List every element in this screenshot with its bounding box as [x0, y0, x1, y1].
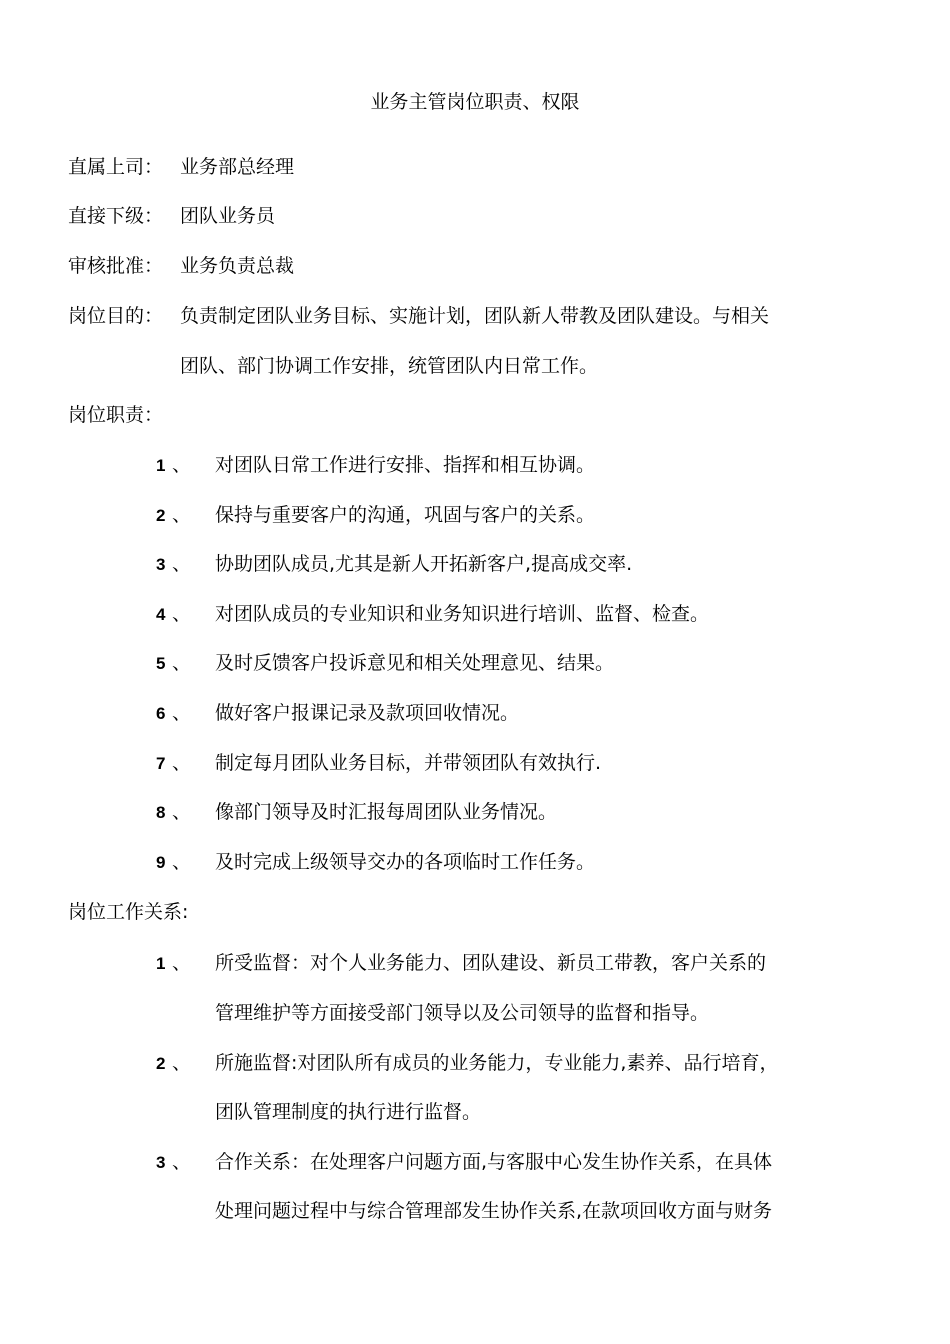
- item-number: 1: [156, 456, 166, 475]
- field-value: 团队业务员: [180, 205, 276, 227]
- item-text-line-1: 所施监督:对团队所有成员的业务能力，专业能力,素养、品行培育，: [215, 1052, 779, 1074]
- item-number: 1: [156, 954, 166, 973]
- item-text: 保持与重要客户的沟通，巩固与客户的关系。: [215, 504, 596, 526]
- item-text-line-2: 管理维护等方面接受部门领导以及公司领导的监督和指导。: [215, 1002, 710, 1024]
- field-purpose: [68, 302, 769, 330]
- field-label: 岗位目的：: [68, 305, 164, 327]
- item-separator: 、: [172, 553, 192, 575]
- item-text: 对团队日常工作进行安排、指挥和相互协调。: [215, 454, 596, 476]
- duties-heading: 岗位职责：: [68, 404, 164, 426]
- item-number: 2: [156, 1054, 166, 1073]
- item-separator: 、: [172, 1052, 192, 1074]
- item-text: 制定每月团队业务目标，并带领团队有效执行.: [215, 752, 602, 774]
- field-label: 直接下级：: [68, 205, 164, 227]
- item-number: 7: [156, 754, 166, 773]
- field-approval: [68, 252, 294, 280]
- item-separator: 、: [172, 801, 192, 823]
- item-text: 像部门领导及时汇报每周团队业务情况。: [215, 801, 558, 823]
- item-separator: 、: [172, 652, 192, 674]
- item-separator: 、: [172, 454, 192, 476]
- item-text: 做好客户报课记录及款项回收情况。: [215, 702, 520, 724]
- relations-heading: 岗位工作关系:: [68, 901, 189, 923]
- item-separator: 、: [172, 504, 192, 526]
- item-separator: 、: [172, 851, 192, 873]
- item-separator: 、: [172, 752, 192, 774]
- item-number: 3: [156, 1153, 166, 1172]
- item-number: 6: [156, 704, 166, 723]
- item-text: 协助团队成员,尤其是新人开拓新客户,提高成交率.: [215, 553, 633, 575]
- field-label: 直属上司：: [68, 156, 164, 178]
- field-supervisor: [68, 153, 294, 181]
- item-text-line-1: 所受监督：对个人业务能力、团队建设、新员工带教，客户关系的: [215, 952, 767, 974]
- item-separator: 、: [172, 603, 192, 625]
- item-text-line-2: 团队管理制度的执行进行监督。: [215, 1101, 482, 1123]
- purpose-continuation: 团队、部门协调工作安排，统管团队内日常工作。: [180, 355, 599, 377]
- field-subordinate: [68, 202, 275, 230]
- item-number: 5: [156, 654, 166, 673]
- item-number: 2: [156, 506, 166, 525]
- field-value: 负责制定团队业务目标、实施计划，团队新人带教及团队建设。与相关: [180, 305, 770, 327]
- item-number: 4: [156, 605, 166, 624]
- field-label: 审核批准：: [68, 255, 164, 277]
- item-separator: 、: [172, 952, 192, 974]
- document-title: 业务主管岗位职责、权限: [370, 91, 580, 113]
- item-number: 8: [156, 803, 166, 822]
- item-text: 及时完成上级领导交办的各项临时工作任务。: [215, 851, 596, 873]
- item-text-line-1: 合作关系：在处理客户问题方面,与客服中心发生协作关系，在具体: [215, 1151, 773, 1173]
- item-number: 9: [156, 853, 166, 872]
- item-text: 对团队成员的专业知识和业务知识进行培训、监督、检查。: [215, 603, 710, 625]
- item-separator: 、: [172, 1151, 192, 1173]
- item-number: 3: [156, 555, 166, 574]
- field-value: 业务部总经理: [180, 156, 295, 178]
- field-value: 业务负责总裁: [180, 255, 295, 277]
- item-separator: 、: [172, 702, 192, 724]
- item-text-line-2: 处理问题过程中与综合管理部发生协作关系,在款项回收方面与财务: [215, 1200, 773, 1222]
- item-text: 及时反馈客户投诉意见和相关处理意见、结果。: [215, 652, 615, 674]
